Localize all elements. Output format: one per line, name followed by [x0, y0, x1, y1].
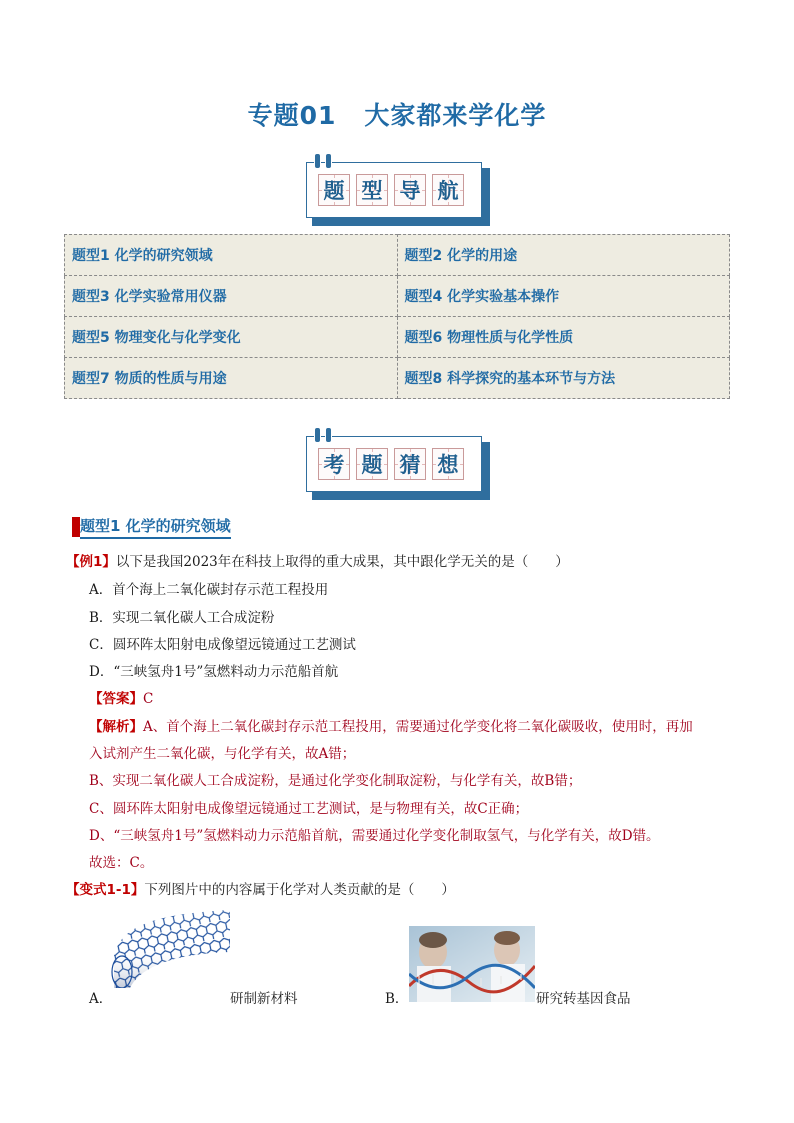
binder-ring-icon: [325, 427, 332, 443]
guess-box-char: 猜: [394, 448, 426, 480]
answer-line: [89, 689, 153, 709]
variant-option-b-label: B．: [385, 991, 409, 1007]
topic-link-4[interactable]: 题型4 化学实验基本操作: [397, 276, 730, 317]
analysis-line-1: 【解析】A、首个海上二氧化碳封存示范工程投用，需要通过化学变化将二氧化碳吸收，使用时，再加: [89, 719, 693, 735]
carbon-nanotube-image: [110, 908, 230, 988]
topic-link-1[interactable]: 题型1 化学的研究领域: [65, 235, 398, 276]
binder-ring-icon: [314, 427, 321, 443]
topic-link-2[interactable]: 题型2 化学的用途: [397, 235, 730, 276]
answer-value: C: [143, 691, 154, 707]
example-tag: 【例1】: [66, 554, 116, 570]
topic-link-7[interactable]: 题型7 物质的性质与用途: [65, 358, 398, 399]
binder-ring-icon: [314, 153, 321, 169]
variant-option-a-label: A．: [89, 991, 113, 1007]
answer-tag: 【答案】: [89, 691, 143, 707]
analysis-line-5: D、“三峡氢舟1号”氢燃料动力示范船首航，需要通过化学变化制取氢气，与化学有关，故D错。: [89, 828, 660, 844]
nav-box-char: 航: [432, 174, 464, 206]
title-text: 大家都来学化学: [364, 101, 547, 130]
analysis-tag: 【解析】: [89, 719, 143, 735]
nav-box-char: 型: [356, 174, 388, 206]
nav-box-char: 题: [318, 174, 350, 206]
variant-question: 【变式1-1】下列图片中的内容属于化学对人类贡献的是（ ）: [66, 882, 455, 898]
binder-ring-icon: [325, 153, 332, 169]
dna-research-image: [409, 926, 535, 1002]
option-d: D．“三峡氢舟1号”氢燃料动力示范船首航: [89, 664, 339, 680]
variant-tag: 【变式1-1】: [66, 882, 145, 898]
option-c: C．圆环阵太阳射电成像望远镜通过工艺测试: [89, 637, 356, 653]
variant-option-a-text: 研制新材料: [230, 991, 298, 1007]
page-title: [0, 96, 794, 132]
topic-navigation-table: [64, 234, 730, 399]
analysis-line-2: 入试剂产生二氧化碳，与化学有关，故A错；: [89, 746, 356, 762]
option-a: A．首个海上二氧化碳封存示范工程投用: [89, 582, 329, 598]
topic-link-8[interactable]: 题型8 科学探究的基本环节与方法: [397, 358, 730, 399]
analysis-line-3: B、实现二氧化碳人工合成淀粉，是通过化学变化制取淀粉，与化学有关，故B错；: [89, 773, 582, 789]
title-number: 专题01: [247, 101, 337, 130]
analysis-line-4: C、圆环阵太阳射电成像望远镜通过工艺测试，是与物理有关，故C正确；: [89, 801, 529, 817]
option-b: B．实现二氧化碳人工合成淀粉: [89, 610, 275, 626]
topic-link-3[interactable]: 题型3 化学实验常用仪器: [65, 276, 398, 317]
variant-option-b-text: 研究转基因食品: [536, 991, 631, 1007]
nav-box-char: 导: [394, 174, 426, 206]
guess-box-char: 题: [356, 448, 388, 480]
example-question: 【例1】以下是我国2023年在科技上取得的重大成果，其中跟化学无关的是（ ）: [66, 554, 569, 570]
guess-box-char: 想: [432, 448, 464, 480]
guess-box-char: 考: [318, 448, 350, 480]
conclusion-line: 故选：C。: [89, 855, 154, 871]
heading-marker: [72, 517, 80, 537]
topic-link-6[interactable]: 题型6 物理性质与化学性质: [397, 317, 730, 358]
topic-link-5[interactable]: 题型5 物理变化与化学变化: [65, 317, 398, 358]
guess-section-box: [306, 436, 490, 500]
nav-section-box: [306, 162, 490, 226]
